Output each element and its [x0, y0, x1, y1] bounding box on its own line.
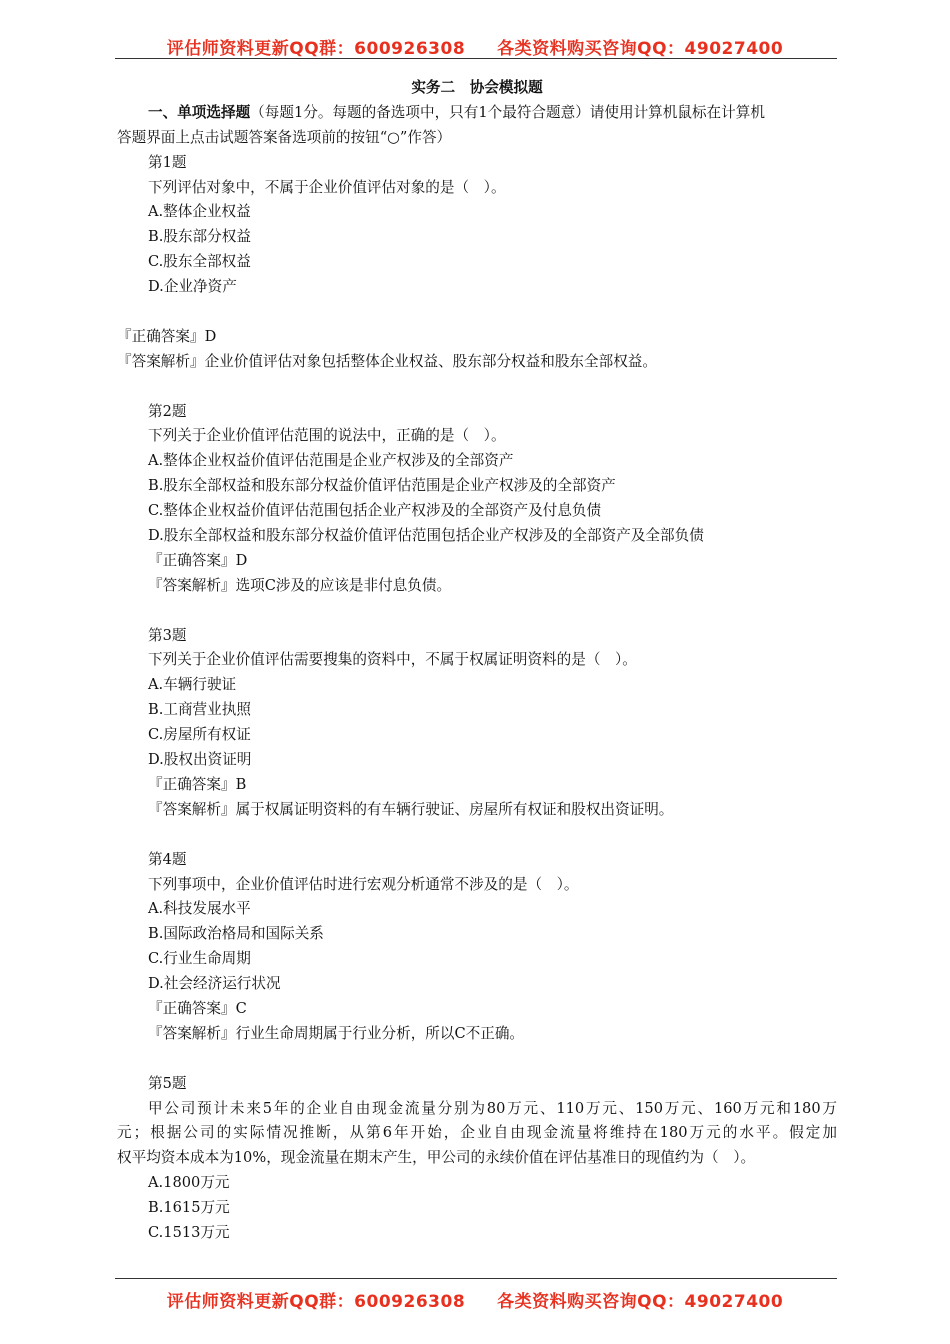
header-purchase-qq: 各类资料购买咨询QQ：49027400 — [497, 39, 784, 59]
correct-answer: 『正确答案』C — [148, 999, 247, 1017]
section-heading: 一、单项选择题 — [148, 103, 251, 121]
option-a: A.整体企业权益价值评估范围是企业产权涉及的全部资产 — [148, 452, 514, 470]
option-b: B.1615万元 — [148, 1199, 230, 1217]
question-4 — [117, 848, 837, 1072]
correct-answer: 『正确答案』D — [148, 551, 248, 569]
option-c: C.整体企业权益价值评估范围包括企业产权涉及的全部资产及付息负债 — [148, 502, 602, 520]
option-d: D.社会经济运行状况 — [148, 975, 281, 993]
answer-analysis: 『答案解析』属于权属证明资料的有车辆行驶证、房屋所有权证和股权出资证明。 — [148, 800, 674, 818]
document-body — [117, 76, 837, 1246]
option-d: D.股东全部权益和股东部分权益价值评估范围包括企业产权涉及的全部资产及全部负债 — [148, 527, 704, 545]
question-stem-line-3: 权平均资本成本为10%，现金流量在期末产生，甲公司的永续价值在评估基准日的现值约为（ ）。 — [117, 1149, 756, 1167]
option-c: C.1513万元 — [148, 1223, 230, 1241]
option-b: B.工商营业执照 — [148, 701, 251, 719]
option-a: A.科技发展水平 — [148, 900, 251, 918]
header-qq-group: 评估师资料更新QQ群：600926308 — [166, 39, 466, 59]
option-b: B.国际政治格局和国际关系 — [148, 925, 324, 943]
option-a: A.车辆行驶证 — [148, 676, 237, 694]
question-number: 第1题 — [148, 153, 187, 171]
question-stem-line-1: 甲公司预计未来5年的企业自由现金流量分别为80万元、110万元、150万元、160万元和180万 — [148, 1099, 837, 1117]
footer-purchase-qq: 各类资料购买咨询QQ：49027400 — [497, 1292, 784, 1312]
header-banner — [0, 34, 950, 59]
question-stem: 下列评估对象中，不属于企业价值评估对象的是（ ）。 — [148, 178, 506, 196]
correct-answer: 『正确答案』B — [148, 775, 247, 793]
question-2 — [117, 400, 837, 624]
header-rule — [115, 58, 837, 59]
section-note-line-2: 答题界面上点击试题答案备选项前的按钮“○”作答） — [117, 128, 452, 146]
question-1 — [117, 151, 837, 400]
question-number: 第5题 — [148, 1074, 187, 1092]
option-c: C.股东全部权益 — [148, 253, 251, 271]
question-number: 第4题 — [148, 850, 187, 868]
footer-qq-group: 评估师资料更新QQ群：600926308 — [166, 1292, 466, 1312]
question-number: 第3题 — [148, 626, 187, 644]
section-intro — [117, 101, 837, 126]
correct-answer: 『正确答案』D — [117, 327, 217, 345]
option-a: A.1800万元 — [148, 1174, 230, 1192]
option-d: D.企业净资产 — [148, 278, 237, 296]
option-c: C.行业生命周期 — [148, 950, 251, 968]
question-stem: 下列关于企业价值评估范围的说法中，正确的是（ ）。 — [148, 427, 506, 445]
question-stem: 下列关于企业价值评估需要搜集的资料中，不属于权属证明资料的是（ ）。 — [148, 651, 637, 669]
page-title: 实务二 协会模拟题 — [411, 79, 543, 96]
section-note-line-1: （每题1分。每题的备选项中，只有1个最符合题意）请使用计算机鼠标在计算机 — [250, 103, 765, 121]
option-c: C.房屋所有权证 — [148, 726, 251, 744]
question-number: 第2题 — [148, 402, 187, 420]
answer-analysis: 『答案解析』行业生命周期属于行业分析，所以C不正确。 — [148, 1024, 525, 1042]
option-d: D.股权出资证明 — [148, 751, 252, 769]
option-b: B.股东全部权益和股东部分权益价值评估范围是企业产权涉及的全部资产 — [148, 477, 616, 495]
question-3 — [117, 624, 837, 848]
question-5 — [117, 1072, 837, 1246]
option-b: B.股东部分权益 — [148, 228, 251, 246]
footer-rule — [115, 1278, 837, 1279]
question-stem-line-2: 元；根据公司的实际情况推断，从第6年开始，企业自由现金流量将维持在180万元的水平。假定加 — [117, 1124, 837, 1142]
answer-analysis: 『答案解析』选项C涉及的应该是非付息负债。 — [148, 576, 452, 594]
option-a: A.整体企业权益 — [148, 203, 251, 221]
answer-analysis: 『答案解析』企业价值评估对象包括整体企业权益、股东部分权益和股东全部权益。 — [117, 352, 657, 370]
footer-banner — [0, 1287, 950, 1312]
question-stem: 下列事项中，企业价值评估时进行宏观分析通常不涉及的是（ ）。 — [148, 875, 579, 893]
